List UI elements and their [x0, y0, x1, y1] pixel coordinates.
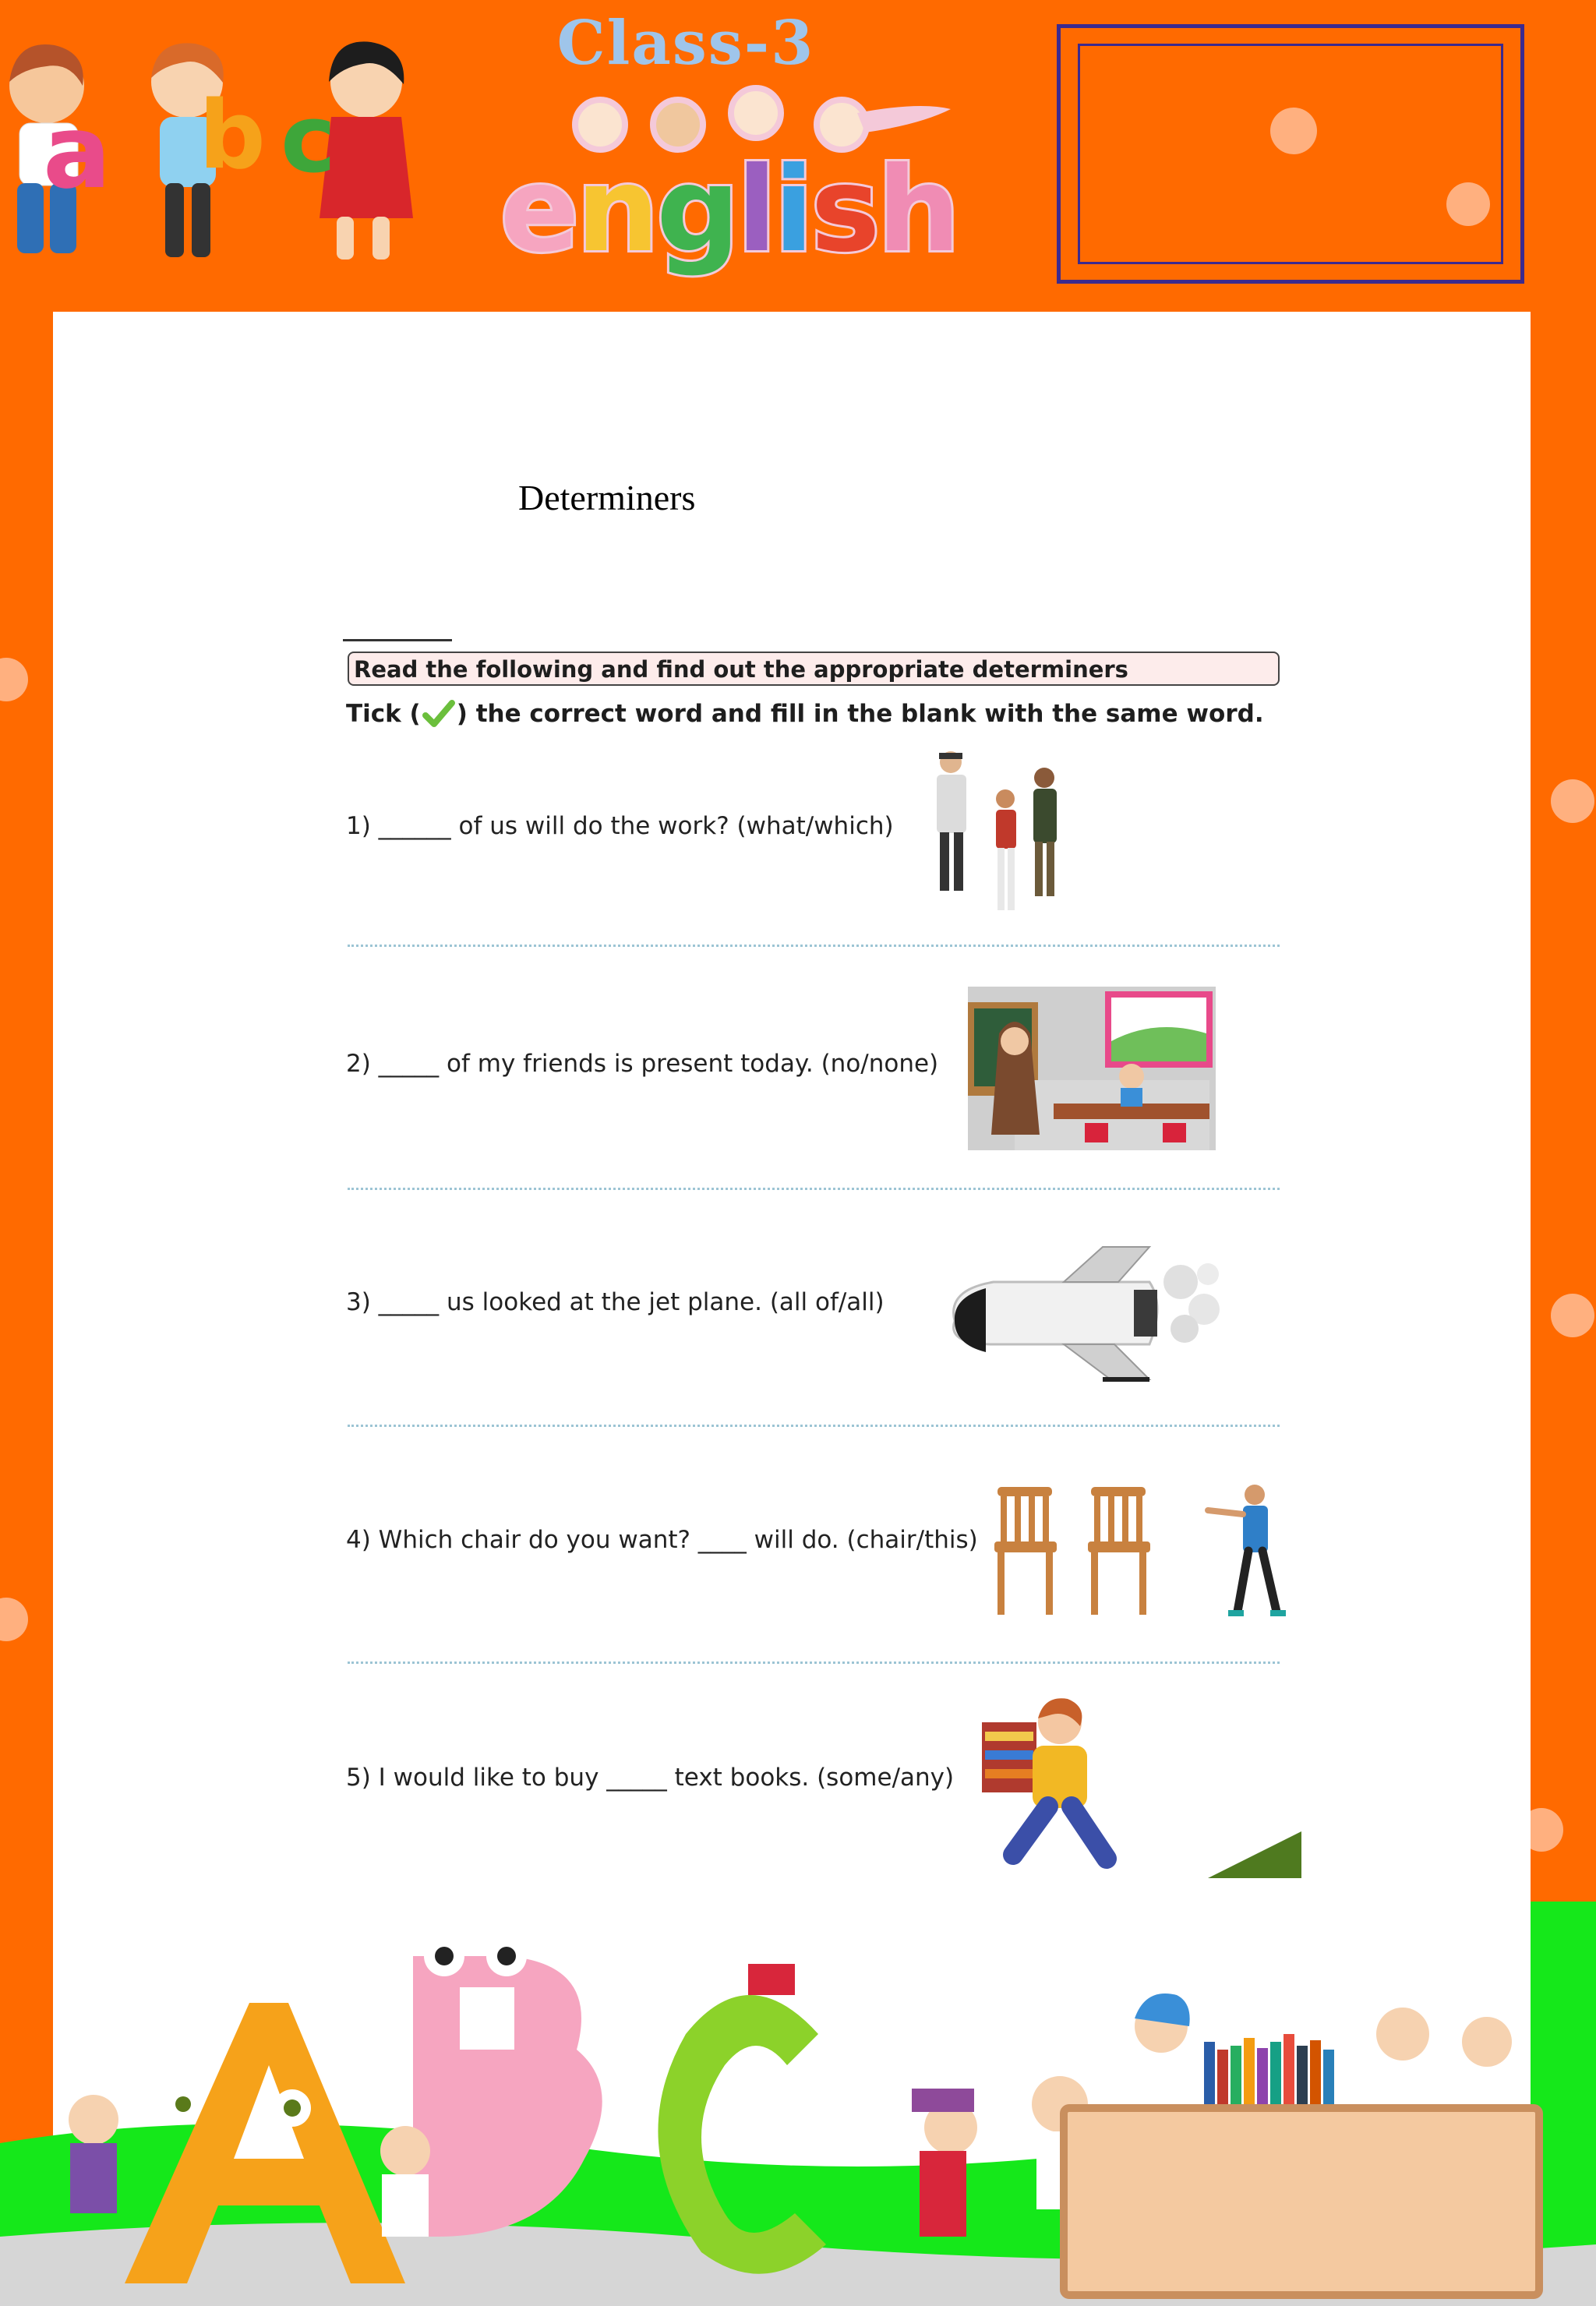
logo-letter: l	[736, 143, 774, 278]
question-4: 4) Which chair do you want? ____ will do. (chair/this)	[346, 1526, 978, 1554]
page-title: Determiners	[518, 478, 696, 517]
english-logo	[499, 78, 959, 278]
svg-text:b: b	[199, 82, 266, 190]
tick-instruction	[346, 700, 1264, 728]
decorative-dot	[0, 1598, 28, 1641]
decorative-dot	[1551, 1294, 1594, 1337]
svg-text:a: a	[43, 93, 111, 211]
header-frame	[1057, 24, 1524, 284]
logo-letter: n	[576, 143, 657, 278]
question-5: 5) I would like to buy _____ text books. (some/any)	[346, 1764, 955, 1792]
dotted-divider	[348, 1662, 1280, 1664]
question-3: 3) _____ us looked at the jet plane. (all of/all)	[346, 1288, 885, 1316]
classroom-illustration	[968, 987, 1216, 1150]
header-frame-inner	[1078, 44, 1503, 264]
question-1: 1) ______ of us will do the work? (what/which)	[346, 812, 894, 840]
english-logo-text	[499, 143, 959, 278]
question-2: 2) _____ of my friends is present today. (no/none)	[346, 1050, 939, 1078]
logo-letter: e	[500, 143, 577, 278]
logo-letter: s	[810, 143, 877, 278]
tick-instruction-before: Tick (	[346, 700, 421, 728]
dotted-divider	[348, 945, 1280, 947]
logo-letter: g	[656, 143, 737, 278]
decorative-dot	[1551, 779, 1594, 823]
worksheet	[343, 639, 1301, 1878]
jet-plane-illustration	[923, 1235, 1227, 1391]
kids-abc-illustration	[0, 39, 421, 273]
logo-letter: h	[877, 143, 958, 278]
wooden-board	[1060, 2104, 1543, 2299]
tick-instruction-after: ) the correct word and fill in the blank with the same word.	[456, 700, 1264, 728]
dotted-divider	[348, 1425, 1280, 1427]
dotted-divider	[348, 1188, 1280, 1190]
cropped-heading-line	[343, 639, 452, 648]
class-title: Class-3	[556, 8, 815, 79]
logo-letter: i	[773, 143, 811, 278]
people-talking-illustration	[927, 748, 1083, 927]
decorative-dot	[0, 658, 28, 701]
chairs-illustration	[990, 1479, 1301, 1635]
boy-carrying-books-illustration	[974, 1691, 1301, 1878]
instruction-box: Read the following and find out the appropriate determiners	[348, 652, 1280, 686]
svg-text:c: c	[281, 86, 337, 194]
check-mark-icon	[422, 700, 455, 728]
